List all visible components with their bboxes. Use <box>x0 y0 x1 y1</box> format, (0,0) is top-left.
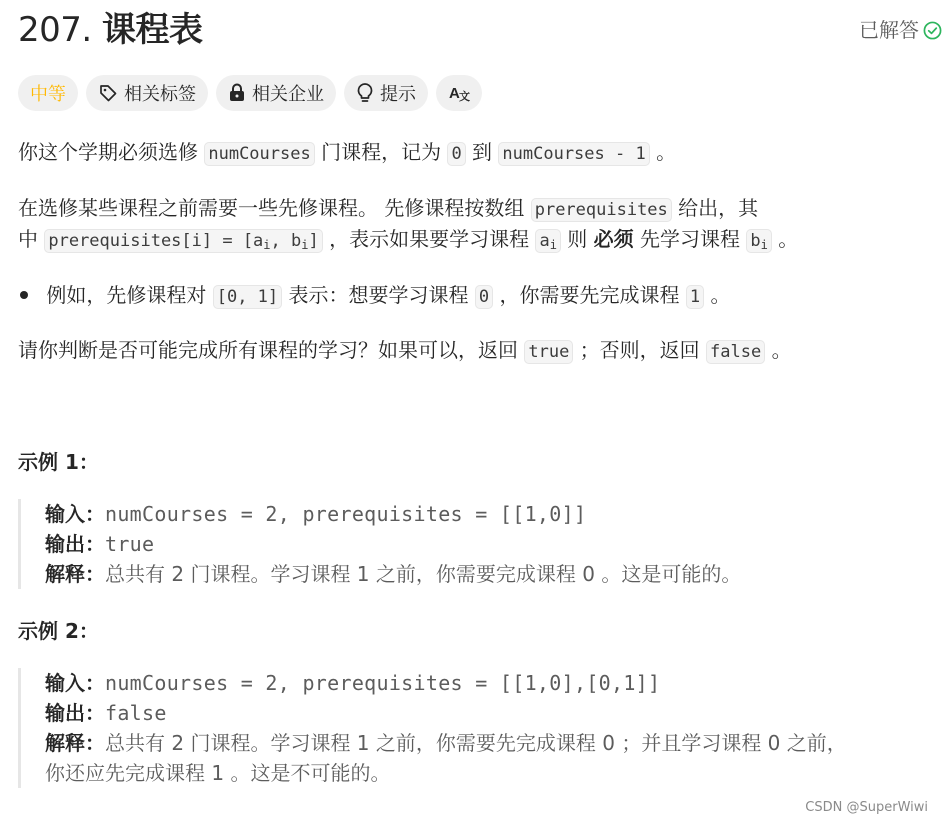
solved-status[interactable] <box>859 18 942 42</box>
bold-text: 必须 <box>593 227 634 251</box>
svg-text:文: 文 <box>459 90 470 103</box>
example-1-title: 示例 1： <box>18 450 99 474</box>
difficulty-badge[interactable] <box>18 75 78 111</box>
title-row <box>18 8 942 52</box>
text: 门课程，记为 <box>321 140 442 164</box>
code-sub: i <box>263 238 271 252</box>
input-label: 输入： <box>45 671 105 695</box>
code-part: a <box>539 231 550 251</box>
check-circle-icon <box>923 21 942 40</box>
explain-text: 总共有 2 门课程。学习课程 1 之前，你需要完成课程 0 。这是可能的。 <box>105 562 742 586</box>
code-inline: 1 <box>686 285 704 309</box>
example-2-title: 示例 2： <box>18 619 99 643</box>
description-paragraph-1 <box>18 137 676 169</box>
code-inline: 0 <box>475 285 493 309</box>
code-inline <box>44 229 322 253</box>
text: 。 <box>656 140 677 164</box>
code-inline <box>535 229 560 253</box>
code-inline: [0, 1] <box>213 285 282 309</box>
solved-label: 已解答 <box>859 18 919 42</box>
translate-button[interactable] <box>436 75 482 111</box>
output-value: false <box>105 701 167 725</box>
code-part: b <box>750 231 761 251</box>
description-paragraph-2-line2 <box>18 224 798 260</box>
related-topics-button[interactable] <box>86 75 208 111</box>
text: 先学习课程 <box>640 227 741 251</box>
example-2-explain-row <box>45 728 928 758</box>
code-sub: i <box>760 238 768 252</box>
code-inline: false <box>706 340 765 364</box>
text: 给出，其 <box>678 196 759 220</box>
text: 在选修某些课程之前需要一些先修课程。 先修课程按数组 <box>18 196 525 220</box>
problem-title-text: 课程表 <box>102 10 203 50</box>
text: 请你判断是否可能完成所有课程的学习？如果可以，返回 <box>18 338 518 362</box>
text: 到 <box>472 140 493 164</box>
lightbulb-icon <box>356 82 374 104</box>
output-value: true <box>105 532 155 556</box>
hint-label: 提示 <box>380 84 416 105</box>
lock-icon <box>228 83 246 103</box>
related-companies-button[interactable] <box>216 75 336 111</box>
example-2-output-row <box>45 698 928 728</box>
bullet-dot <box>20 291 28 299</box>
watermark: CSDN @SuperWiwi <box>805 800 928 815</box>
code-inline: prerequisites <box>531 198 672 222</box>
code-sub: i <box>301 238 309 252</box>
problem-title[interactable] <box>18 8 203 52</box>
code-sub: i <box>549 238 557 252</box>
output-label: 输出： <box>45 532 105 556</box>
input-label: 输入： <box>45 502 105 526</box>
example-2-explain-row-2 <box>45 758 928 788</box>
description-paragraph-2-line1 <box>18 193 758 225</box>
explain-label: 解释： <box>45 562 105 586</box>
svg-text:A: A <box>449 85 460 102</box>
text: 你这个学期必须选修 <box>18 140 198 164</box>
text: 。 <box>710 283 731 307</box>
code-part: ] <box>308 231 319 251</box>
example-2-input-row <box>45 668 928 698</box>
input-value: numCourses = 2, prerequisites = [[1,0],[0,1]] <box>105 671 661 695</box>
explain-text: 你还应先完成课程 1 。这是不可能的。 <box>45 761 391 785</box>
code-inline <box>746 229 771 253</box>
code-part: prerequisites[i] = [a <box>48 231 264 251</box>
text: 中 <box>18 227 38 251</box>
problem-number: 207. <box>18 10 92 50</box>
tag-icon <box>98 83 118 103</box>
translate-icon <box>448 83 470 103</box>
related-topics-label: 相关标签 <box>124 84 196 105</box>
code-inline: 0 <box>447 142 465 166</box>
hint-button[interactable] <box>344 75 428 111</box>
example-1-box <box>18 499 928 589</box>
text: 。 <box>778 227 799 251</box>
code-part: , b <box>270 231 302 251</box>
input-value: numCourses = 2, prerequisites = [[1,0]] <box>105 502 587 526</box>
text: 。 <box>771 338 792 362</box>
explain-text: 总共有 2 门课程。学习课程 1 之前，你需要先完成课程 0 ；并且学习课程 0 之前， <box>105 731 847 755</box>
explain-label: 解释： <box>45 731 105 755</box>
example-1-explain-row <box>45 559 928 589</box>
example-2-box <box>18 668 928 788</box>
related-companies-label: 相关企业 <box>252 84 324 105</box>
text: ，表示如果要学习课程 <box>329 227 530 251</box>
code-inline: true <box>524 340 573 364</box>
example-1-input-row <box>45 499 928 529</box>
code-inline: numCourses - 1 <box>498 142 649 166</box>
text: 例如，先修课程对 <box>46 283 207 307</box>
example-1-output-row <box>45 529 928 559</box>
text: ，你需要先完成课程 <box>499 283 680 307</box>
text: ；否则，返回 <box>579 338 700 362</box>
tag-bar <box>18 75 482 111</box>
description-paragraph-3 <box>18 335 792 367</box>
output-label: 输出： <box>45 701 105 725</box>
difficulty-label: 中等 <box>30 84 66 105</box>
code-inline: numCourses <box>204 142 314 166</box>
example-bullet <box>18 280 730 312</box>
text: 则 <box>567 227 588 251</box>
text: 表示：想要学习课程 <box>288 283 469 307</box>
